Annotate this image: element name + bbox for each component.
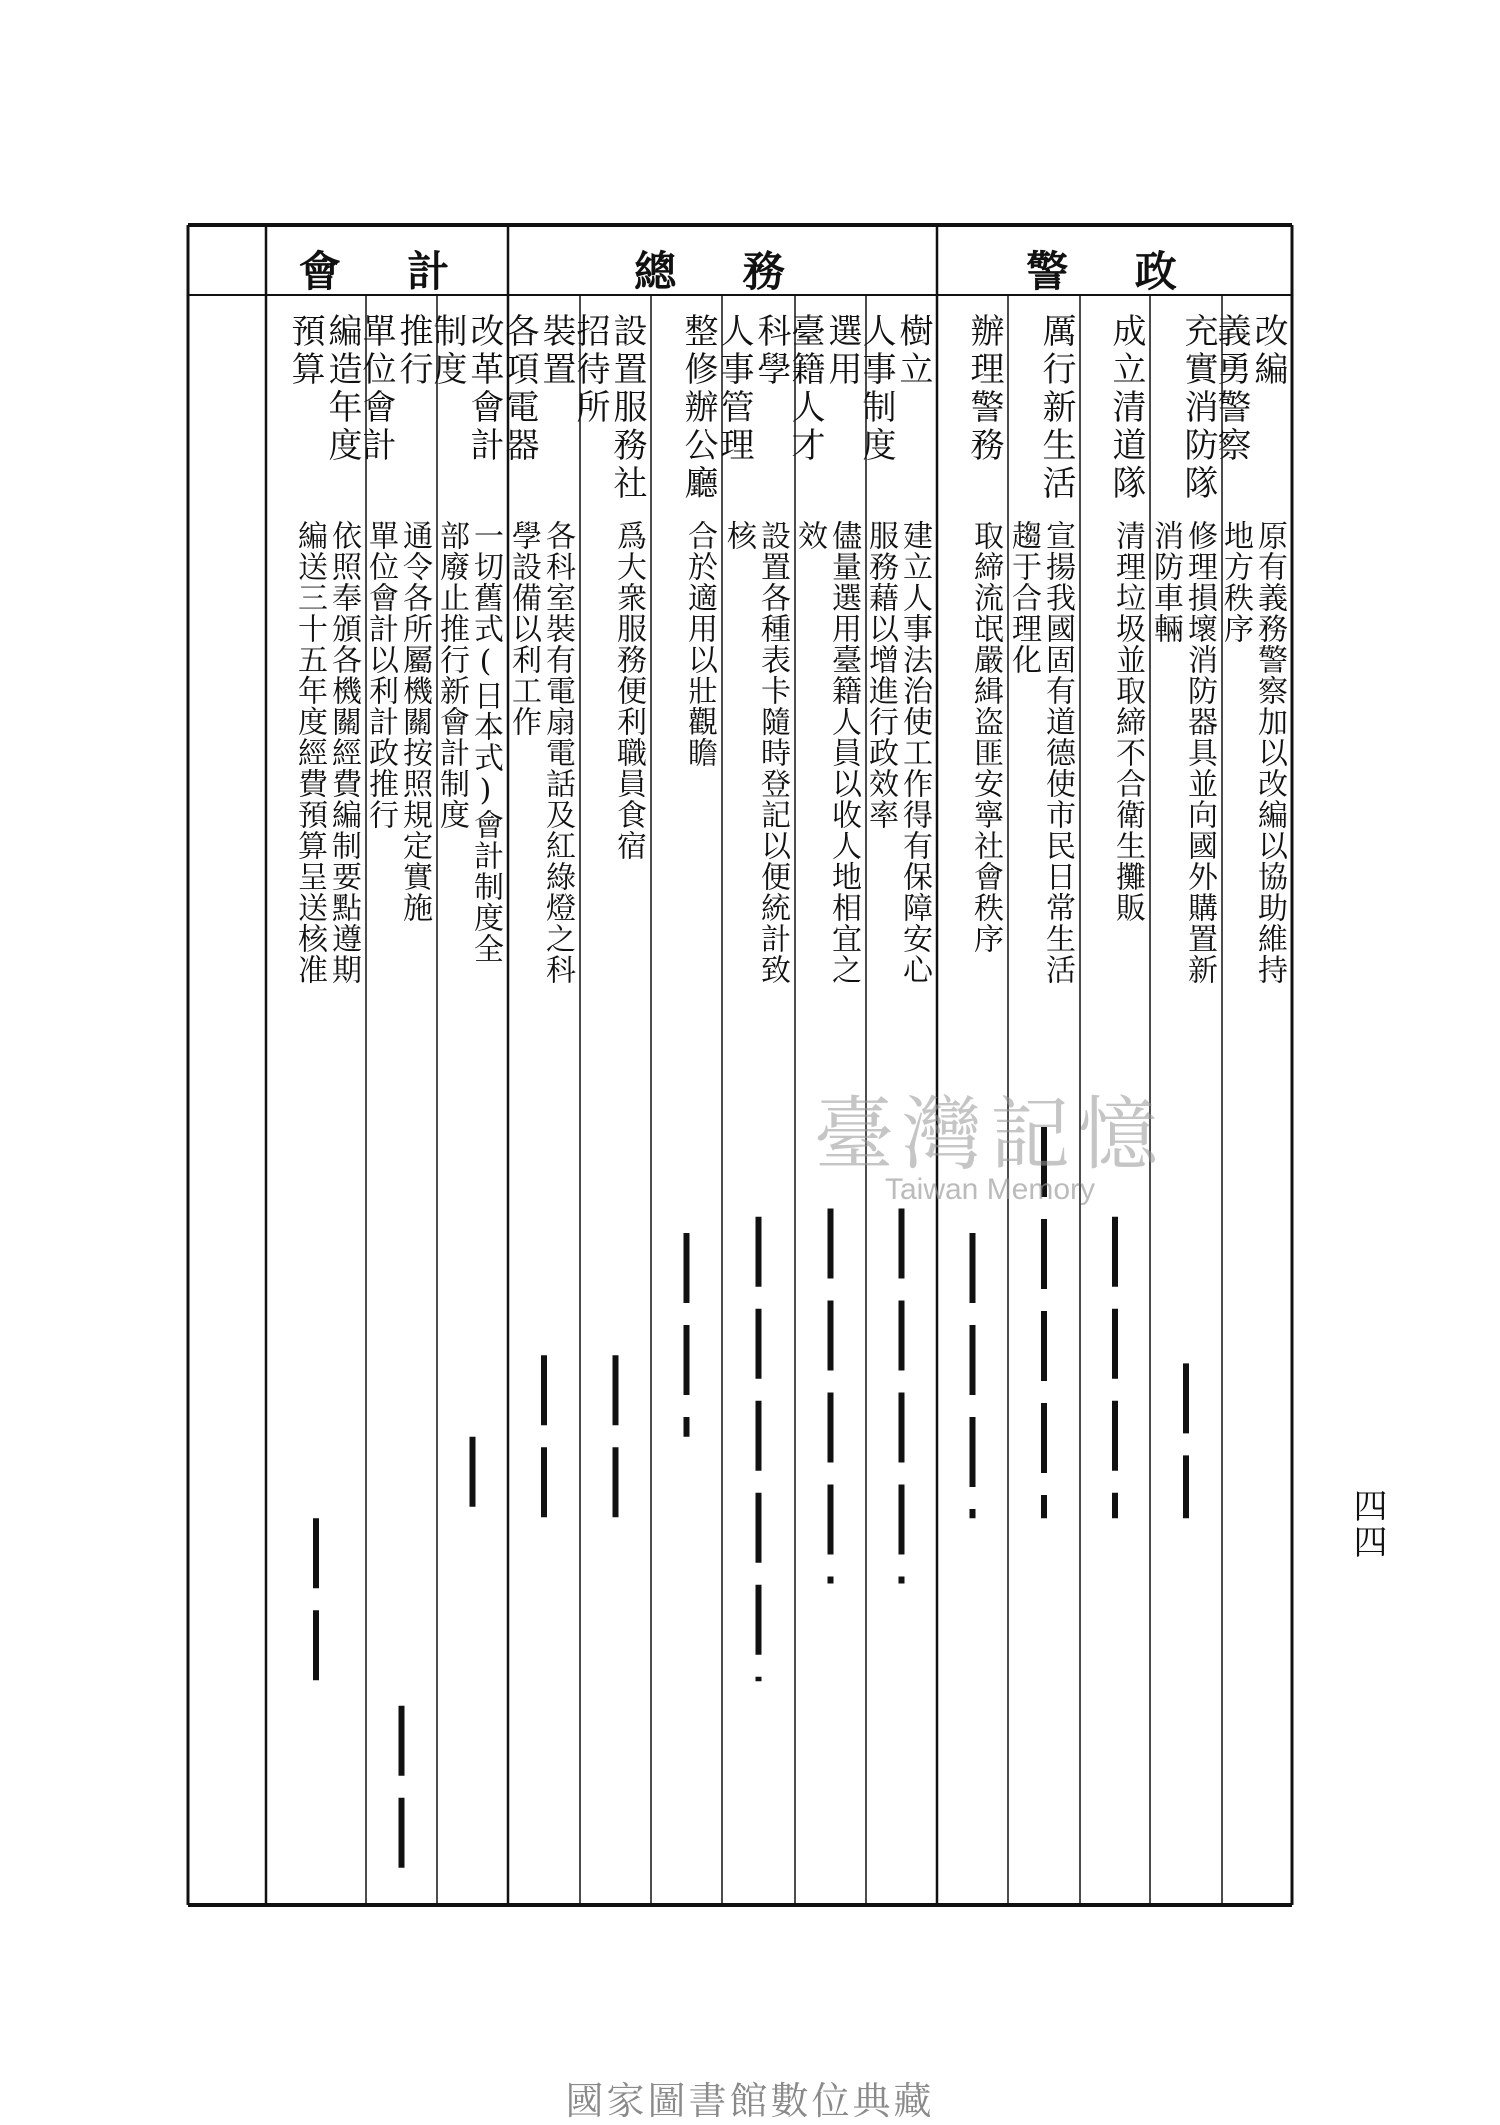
footer-credit: 國家圖書館數位典藏: [565, 2079, 935, 2123]
row-description: 爲大衆服務便利職員食宿: [611, 520, 646, 861]
row-description: 宣揚我國固有道德使市民日常生活 趨于合理化: [1006, 520, 1075, 985]
row-description: 通令各所屬機關按照規定實施 單位會計以利計政推行: [363, 520, 432, 923]
section-header: 警 政: [1026, 247, 1203, 296]
row-description: 清理垃圾並取締不合衛生攤販: [1110, 520, 1145, 923]
row-description: 取締流氓嚴緝盗匪安寧社會秩序: [968, 520, 1003, 954]
page-number: 四四: [1347, 1488, 1387, 1560]
watermark-english: Taiwan Memory: [884, 1173, 1096, 1206]
row-item: 編造年度 預算: [285, 313, 362, 465]
section-header: 會 計: [298, 247, 476, 296]
row-description: 原有義務警察加以改編以協助維持 地方秩序: [1218, 520, 1287, 985]
row-item: 成立清道隊: [1106, 313, 1146, 503]
row-item: 樹立 人事制度: [856, 313, 933, 465]
row-item: 辦理警務: [964, 313, 1004, 465]
row-description: 設置各種表卡隨時登記以便統計致 核: [721, 520, 790, 985]
row-item: 整修辦公廳: [678, 313, 718, 503]
row-item: 改編 義勇警察: [1211, 313, 1288, 465]
row-item: 設置服務社 招待所: [570, 313, 647, 503]
row-item: 改革會計 制度: [427, 313, 504, 465]
row-description: 儘量選用臺籍人員以收人地相宜之 效: [792, 520, 861, 985]
row-item: 選用 臺籍人才: [785, 313, 862, 465]
row-item: 裝置 各項電器: [499, 313, 576, 465]
row-description: 各科室裝有電扇電話及紅綠燈之科 學設備以利工作: [506, 520, 575, 985]
watermark-chinese: 臺灣記憶: [814, 1088, 1166, 1181]
row-description: 一切舊式(日本式)會計制度全 部廢止推行新會計制度: [434, 520, 503, 964]
row-item: 推行 單位會計: [356, 313, 433, 465]
row-item: 科學 人事管理: [714, 313, 791, 465]
row-description: 依照奉頒各機關經費編制要點遵期 編送三十五年度經費預算呈送核准: [292, 520, 361, 985]
row-description: 建立人事法治使工作得有保障安心 服務藉以增進行政效率: [863, 520, 932, 985]
row-item: 充實消防隊: [1178, 313, 1218, 503]
row-item: 厲行新生活: [1036, 313, 1076, 503]
row-description: 修理損壞消防器具並向國外購置新 消防車輛: [1148, 520, 1217, 985]
section-header: 總 務: [634, 247, 811, 296]
row-description: 合於適用以壯觀瞻: [682, 520, 717, 768]
